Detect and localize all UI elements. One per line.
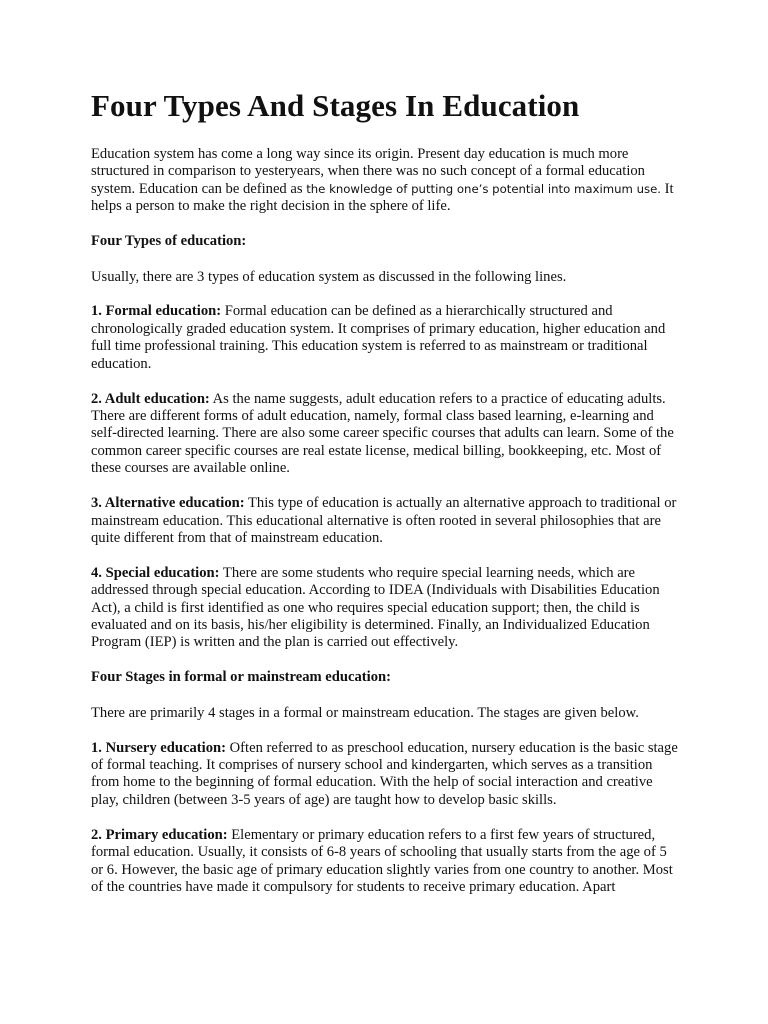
types-heading: Four Types of education: xyxy=(91,233,247,250)
type-adult-paragraph xyxy=(91,391,680,478)
type-alternative-paragraph xyxy=(91,495,680,547)
stage-primary-paragraph xyxy=(91,827,680,897)
type-adult-text: As the name suggests, adult education refers to a practice of educating adults. There are different forms of adult education, namely, formal class based learning, e-learning and self-directed learning. There are also some career specific courses that adults can learn. Some of the common career specific courses are real estate license, medical billing, bookkeeping, etc. Most of these courses are available online. xyxy=(91,390,674,477)
types-intro: Usually, there are 3 types of education system as discussed in the following lines. xyxy=(91,268,567,285)
stages-heading: Four Stages in formal or mainstream education: xyxy=(91,669,391,686)
stage-primary-label: 2. Primary education: xyxy=(91,826,228,843)
intro-text-part1: Education system has come a long way since its origin. Present day education is much more structured in comparison to yesteryears, when there was no such concept of a formal education system. Education can be defined as xyxy=(91,146,645,197)
type-adult-label: 2. Adult education: xyxy=(91,390,210,407)
type-formal-text: Formal education can be defined as a hierarchically structured and chronologically graded education system. It comprises of primary education, higher education and full time professional training. This education system is referred to as mainstream or traditional education. xyxy=(91,303,666,372)
type-formal-label: 1. Formal education: xyxy=(91,303,222,320)
stage-nursery-label: 1. Nursery education: xyxy=(91,739,226,756)
type-formal-paragraph xyxy=(91,303,680,373)
type-alternative-label: 3. Alternative education: xyxy=(91,495,245,512)
type-special-label: 4. Special education: xyxy=(91,564,220,581)
type-special-text: There are some students who require special learning needs, which are addressed through special education. According to IDEA (Individuals with Disabilities Education Act), a child is first identified as one who requires special education support; then, the child is evaluated and on its basis, his/her eligibility is determined. Finally, an Individualized Education Program (IEP) is written and the plan is carried out effectively. xyxy=(91,564,660,651)
stage-primary-text: Elementary or primary education refers to a first few years of structured, formal education. Usually, it consists of 6-8 years of schooling that usually starts from the age of 5 or 6. However, the basic age of primary education slightly varies from one country to another. Most of the countries have made it compulsory for students to receive primary education. Apart xyxy=(91,826,673,895)
document-title: Four Types And Stages In Education xyxy=(91,88,580,123)
stage-nursery-text: Often referred to as preschool education, nursery education is the basic stage of formal teaching. It comprises of nursery school and kindergarten, which serves as a transition from home to the beginning of formal education. With the help of social interaction and creative play, children (between 3-5 years of age) are taught how to develop basic skills. xyxy=(91,739,678,808)
intro-paragraph xyxy=(91,146,680,216)
stages-intro: There are primarily 4 stages in a formal or mainstream education. The stages are given below. xyxy=(91,704,639,721)
stage-nursery-paragraph xyxy=(91,740,680,810)
type-alternative-text: This type of education is actually an alternative approach to traditional or mainstream education. This educational alternative is often rooted in several philosophies that are quite different from that of mainstream education. xyxy=(91,495,677,546)
type-special-paragraph xyxy=(91,565,680,652)
intro-definition-text: the knowledge of putting one’s potential into maximum use. xyxy=(306,181,661,196)
intro-text-part3: It helps a person to make the right decision in the sphere of life. xyxy=(91,180,674,215)
